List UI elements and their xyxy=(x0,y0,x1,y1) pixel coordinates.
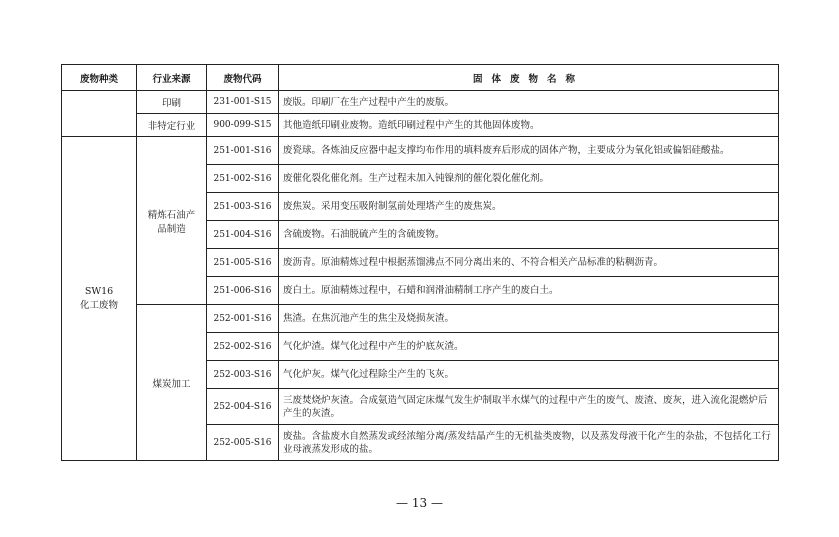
desc-cell: 其他造纸印刷业废物。造纸印刷过程中产生的其他固体废物。 xyxy=(279,114,779,137)
desc-cell: 废白土。原油精炼过程中，石蜡和润滑油精制工序产生的废白土。 xyxy=(279,277,779,305)
code-cell: 252-001-S16 xyxy=(207,305,279,333)
desc-cell: 废沥青。原油精炼过程中根据蒸馏沸点不同分离出来的、不符合相关产品标准的粘稠沥青。 xyxy=(279,249,779,277)
desc-cell: 气化炉渣。煤气化过程中产生的炉底灰渣。 xyxy=(279,333,779,361)
code-cell: 251-005-S16 xyxy=(207,249,279,277)
category-name: 化工废物 xyxy=(79,300,118,311)
desc-cell: 气化炉灰。煤气化过程除尘产生的飞灰。 xyxy=(279,361,779,389)
header-row xyxy=(62,65,779,91)
industry-cell-petroleum xyxy=(137,137,207,305)
desc-cell: 废催化裂化催化剂。生产过程未加入钝镍剂的催化裂化催化剂。 xyxy=(279,165,779,193)
industry-cell: 印刷 xyxy=(137,91,207,114)
industry-cell-coal: 煤炭加工 xyxy=(137,305,207,461)
desc-cell: 废焦炭。采用变压吸附制氢前处理塔产生的废焦炭。 xyxy=(279,193,779,221)
header-industry: 行业来源 xyxy=(137,65,207,91)
desc-cell: 废盐。含盐废水自然蒸发或经浓缩分离/蒸发结晶产生的无机盐类废物，以及蒸发母液干化产生的杂盐，不包括化工行业母液蒸发形成的盐。 xyxy=(279,425,779,461)
table-row xyxy=(62,114,779,137)
code-cell: 900-099-S15 xyxy=(207,114,279,137)
header-category: 废物种类 xyxy=(62,65,137,91)
code-cell: 252-005-S16 xyxy=(207,425,279,461)
code-cell: 251-004-S16 xyxy=(207,221,279,249)
code-cell: 251-006-S16 xyxy=(207,277,279,305)
code-cell: 251-002-S16 xyxy=(207,165,279,193)
table-row xyxy=(62,305,779,333)
category-cell-empty xyxy=(62,91,137,137)
category-cell-sw16 xyxy=(62,137,137,461)
code-cell: 252-003-S16 xyxy=(207,361,279,389)
table-row xyxy=(62,91,779,114)
desc-cell: 焦渣。在焦沉池产生的焦尘及烧损灰渣。 xyxy=(279,305,779,333)
waste-table xyxy=(61,64,779,461)
industry-cell: 非特定行业 xyxy=(137,114,207,137)
code-cell: 252-002-S16 xyxy=(207,333,279,361)
header-code: 废物代码 xyxy=(207,65,279,91)
category-code: SW16 xyxy=(84,286,114,297)
desc-cell: 废瓷球。各炼油反应器中起支撑均布作用的填料废弃后形成的固体产物，主要成分为氧化铝或偏铝硅酸盐。 xyxy=(279,137,779,165)
industry-label-line1: 精炼石油产 xyxy=(147,209,196,221)
desc-cell: 含硫废物。石油脱硫产生的含硫废物。 xyxy=(279,221,779,249)
table-row xyxy=(62,137,779,165)
header-name: 固体废物名称 xyxy=(279,65,779,91)
code-cell: 252-004-S16 xyxy=(207,389,279,425)
code-cell: 251-001-S16 xyxy=(207,137,279,165)
industry-label-line2: 品制造 xyxy=(157,223,186,235)
desc-cell: 三废焚烧炉灰渣。合成氨造气固定床煤气发生炉制取半水煤气的过程中产生的废气、废渣、废灰，进入流化混燃炉后产生的灰渣。 xyxy=(279,389,779,425)
page-number: — 13 — xyxy=(396,496,443,510)
code-cell: 251-003-S16 xyxy=(207,193,279,221)
desc-cell: 废版。印刷厂在生产过程中产生的废版。 xyxy=(279,91,779,114)
code-cell: 231-001-S15 xyxy=(207,91,279,114)
